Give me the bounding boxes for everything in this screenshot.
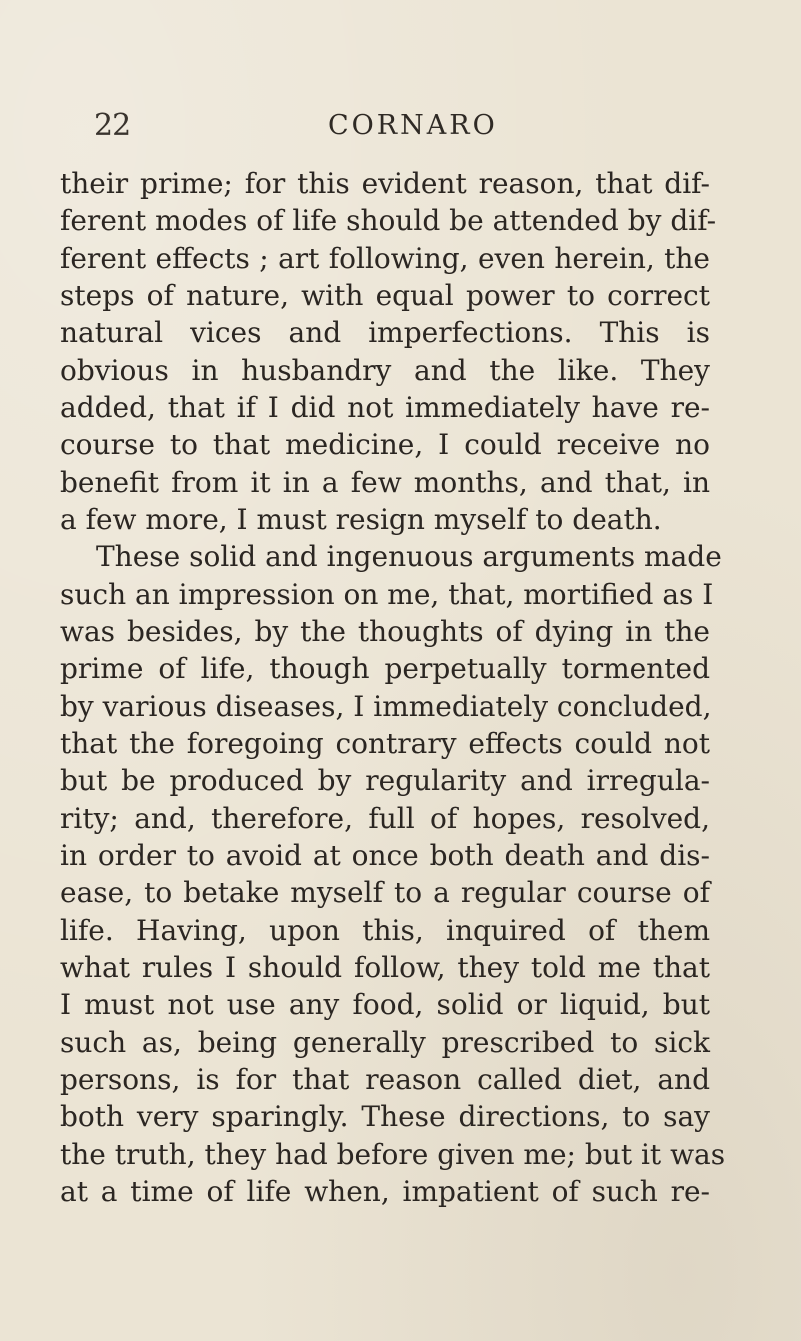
text-line: prime of life, though perpetually tormented [60, 652, 710, 686]
text-line: course to that medicine, I could receive no [60, 428, 710, 462]
text-line: was besides, by the thoughts of dying in the [60, 614, 710, 648]
text-line: their prime; for this evident reason, that dif- [60, 167, 710, 200]
text-line: by various diseases, I immediately concluded, [60, 689, 712, 723]
text-line: I must not use any food, solid or liquid, but [60, 988, 710, 1022]
text-line: ferent effects ; art following, even herein, the [60, 241, 710, 275]
text-line: life. Having, upon this, inquired of them [60, 913, 710, 947]
text-line: such an impression on me, that, mortified as I [60, 577, 714, 611]
page-number: 22 [94, 108, 131, 143]
text-line: persons, is for that reason called diet, and [60, 1062, 710, 1096]
text-line: benefit from it in a few months, and that, in [60, 465, 710, 499]
text-line: a few more, I must resign myself to death. [60, 502, 662, 536]
text-line: what rules I should follow, they told me that [60, 950, 710, 984]
running-title: CORNARO [328, 110, 498, 141]
text-line: added, that if I did not immediately have re- [60, 390, 710, 424]
text-line: steps of nature, with equal power to correct [60, 278, 710, 312]
text-line: obvious in husbandry and the like. They [60, 353, 710, 387]
text-line: ferent modes of life should be attended by dif- [60, 204, 717, 238]
text-line: at a time of life when, impatient of such re- [60, 1174, 710, 1208]
text-line: natural vices and imperfections. This is [60, 316, 710, 350]
text-line: both very sparingly. These directions, to say [60, 1100, 710, 1134]
text-line: the truth, they had before given me; but it was [60, 1137, 726, 1171]
text-line: These solid and ingenuous arguments made [96, 540, 722, 574]
text-line: but be produced by regularity and irregula- [60, 764, 710, 798]
text-line: that the foregoing contrary effects could not [60, 726, 710, 760]
text-line: rity; and, therefore, full of hopes, resolved, [60, 801, 710, 835]
body-text [60, 165, 726, 1210]
text-line: ease, to betake myself to a regular course of [60, 876, 710, 910]
text-line: such as, being generally prescribed to sick [60, 1025, 710, 1059]
running-head [94, 108, 734, 148]
text-line: in order to avoid at once both death and dis- [60, 838, 710, 872]
